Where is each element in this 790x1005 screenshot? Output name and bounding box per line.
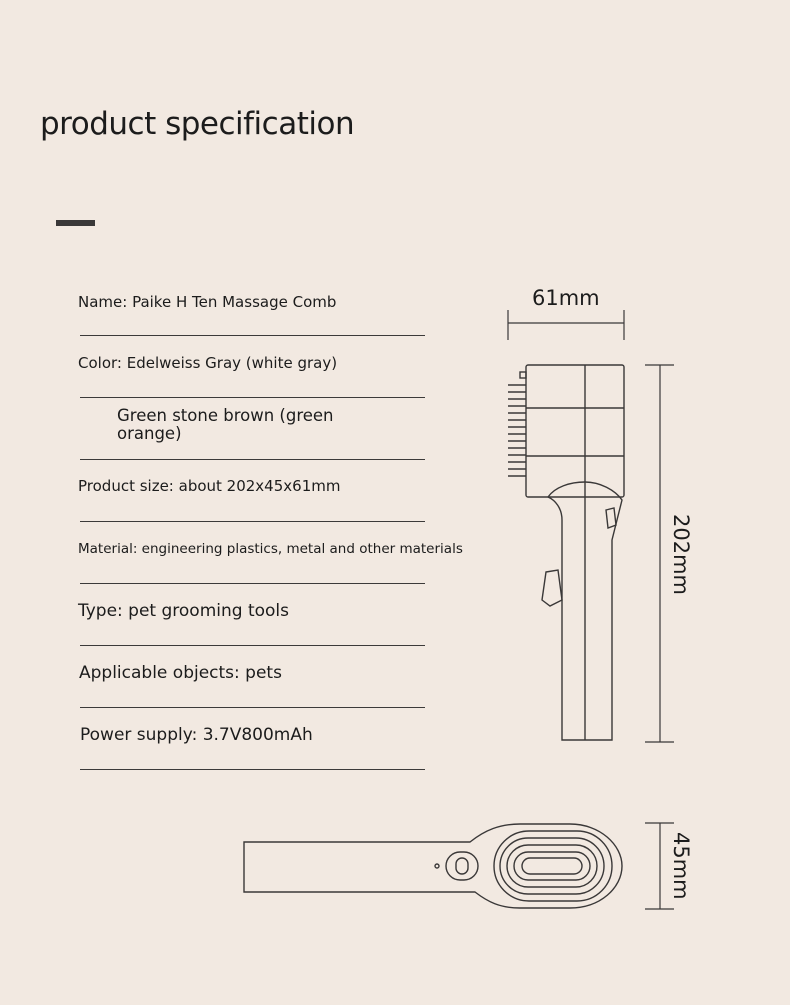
spec-color-alt: Green stone brown (green orange) — [117, 406, 334, 443]
spec-power-supply: Power supply: 3.7V800mAh — [80, 725, 313, 745]
spec-type: Type: pet grooming tools — [78, 601, 290, 621]
comb-bristles — [508, 385, 526, 476]
comb-top-view — [244, 824, 622, 908]
width-label: 61mm — [532, 286, 600, 310]
width-dimension-line — [508, 310, 624, 340]
height-label: 202mm — [669, 514, 693, 595]
spec-name: Name: Paike H Ten Massage Comb — [78, 293, 337, 311]
spec-material: Material: engineering plastics, metal and other materials — [78, 541, 463, 557]
page-title: product specification — [40, 106, 355, 142]
depth-label: 45mm — [669, 832, 693, 900]
spec-applicable-objects: Applicable objects: pets — [79, 663, 282, 683]
spec-size: Product size: about 202x45x61mm — [78, 477, 341, 495]
comb-side-view — [508, 365, 624, 740]
spec-color: Color: Edelweiss Gray (white gray) — [78, 354, 338, 372]
